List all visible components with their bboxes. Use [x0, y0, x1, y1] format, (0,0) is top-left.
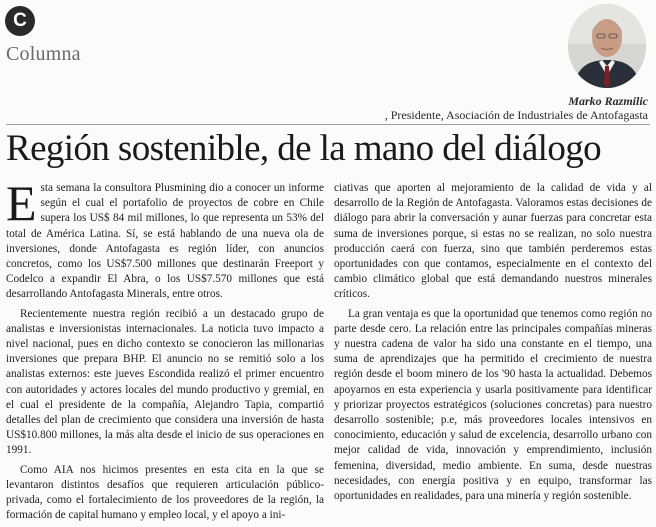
article-paragraph: Como AIA nos hicimos presentes en esta cita en la que se levantaron distintos desafíos que requieren articulación público-privada, como el fortalecimiento de los proveedores de la región, la formación de capital humano y empleo local, y el apoyo a ini-	[6, 463, 324, 522]
article-paragraph: La gran ventaja es que la oportunidad que tenemos como región no parte desde cero. La relación entre las principales compañías mineras y nuestra cadena de valor ha sido una constante en el tiempo, una suma de aprendizajes que ha permitido el crecimiento de nuestra región desde el boom minero de los '90 hasta la actualidad. Debemos apoyarnos en esta experiencia y usarla positivamente para identificar y priorizar proyectos estratégicos (soluciones concretas) para nuestro desarrollo sostenible; p.e, más proveedores locales intensivos en conocimiento, educación y salud de excelencia, desarrollo urbano con mejor calidad de vida, innovación y emprendimiento, inclusión femenina, diversidad, medio ambiente. En suma, desde nuestras necesidades, con energía positiva y en equipo, transformar las oportunidades en realidades, para una minería y región sostenible.	[334, 307, 652, 503]
article-paragraph: ciativas que aporten al mejoramiento de la calidad de vida y al desarrollo de la Región de Antofagasta. Valoramos estas decisiones de diálogo para abrir la conversación y aunar fuerzas para concretar esta suma de inversiones porque, si estas no se realizan, no solo nuestra producción caerá con fuerza, sino que también perderemos estas oportunidades con que contamos, especialmente en el contexto del cambio climático global que está demandando nuestros minerales críticos.	[334, 182, 652, 301]
drop-cap: E	[6, 175, 37, 231]
article-headline: Región sostenible, de la mano del diálogo	[6, 128, 602, 169]
section-label: Columna	[6, 43, 81, 65]
author-photo	[568, 4, 646, 88]
author-portrait-icon	[568, 4, 646, 88]
section-badge: C	[5, 6, 35, 36]
author-name: Marko Razmilic	[568, 94, 648, 108]
article-paragraph: Recientemente nuestra región recibió a un destacado grupo de analistas e inversionistas internacionales. La noticia tuvo impacto a nivel nacional, pues en dicho contexto se conocieron las millonarias inversiones que prepara BHP. El anuncio no se remitió solo a los analistas externos: este jueves Escondida realizó el primer encuentro con autoridades y actores locales del mundo productivo y gremial, en el cual el presidente de la compañía, Alejandro Tapia, compartió detalles del plan de crecimiento que considera una inversión de hasta US$10.800 millones, la más alta desde el inicio de sus operaciones en 1991.	[6, 307, 324, 457]
article-column-right	[334, 181, 652, 508]
author-role: , Presidente, Asociación de Industriales de Antofagasta	[384, 108, 648, 122]
divider	[6, 124, 650, 125]
paragraph-text: sta semana la consultora Plusmining dio a conocer un informe según el cual el portafolio de proyectos de cobre en Chile supera los US$ 84 mil millones, lo que representa un 53% del total de América Latina. Sí, se está hablando de una nueva ola de inversiones, donde Antofagasta es región líder, con anuncios concretos, como los US$7.500 millones que destinarán Freeport y Codelco a expandir El Abra, o los US$7.570 millones que está desarrollando Antofagasta Minerals, entre otros.	[6, 182, 324, 301]
article-paragraph	[6, 175, 324, 303]
article-column-left	[6, 175, 324, 527]
